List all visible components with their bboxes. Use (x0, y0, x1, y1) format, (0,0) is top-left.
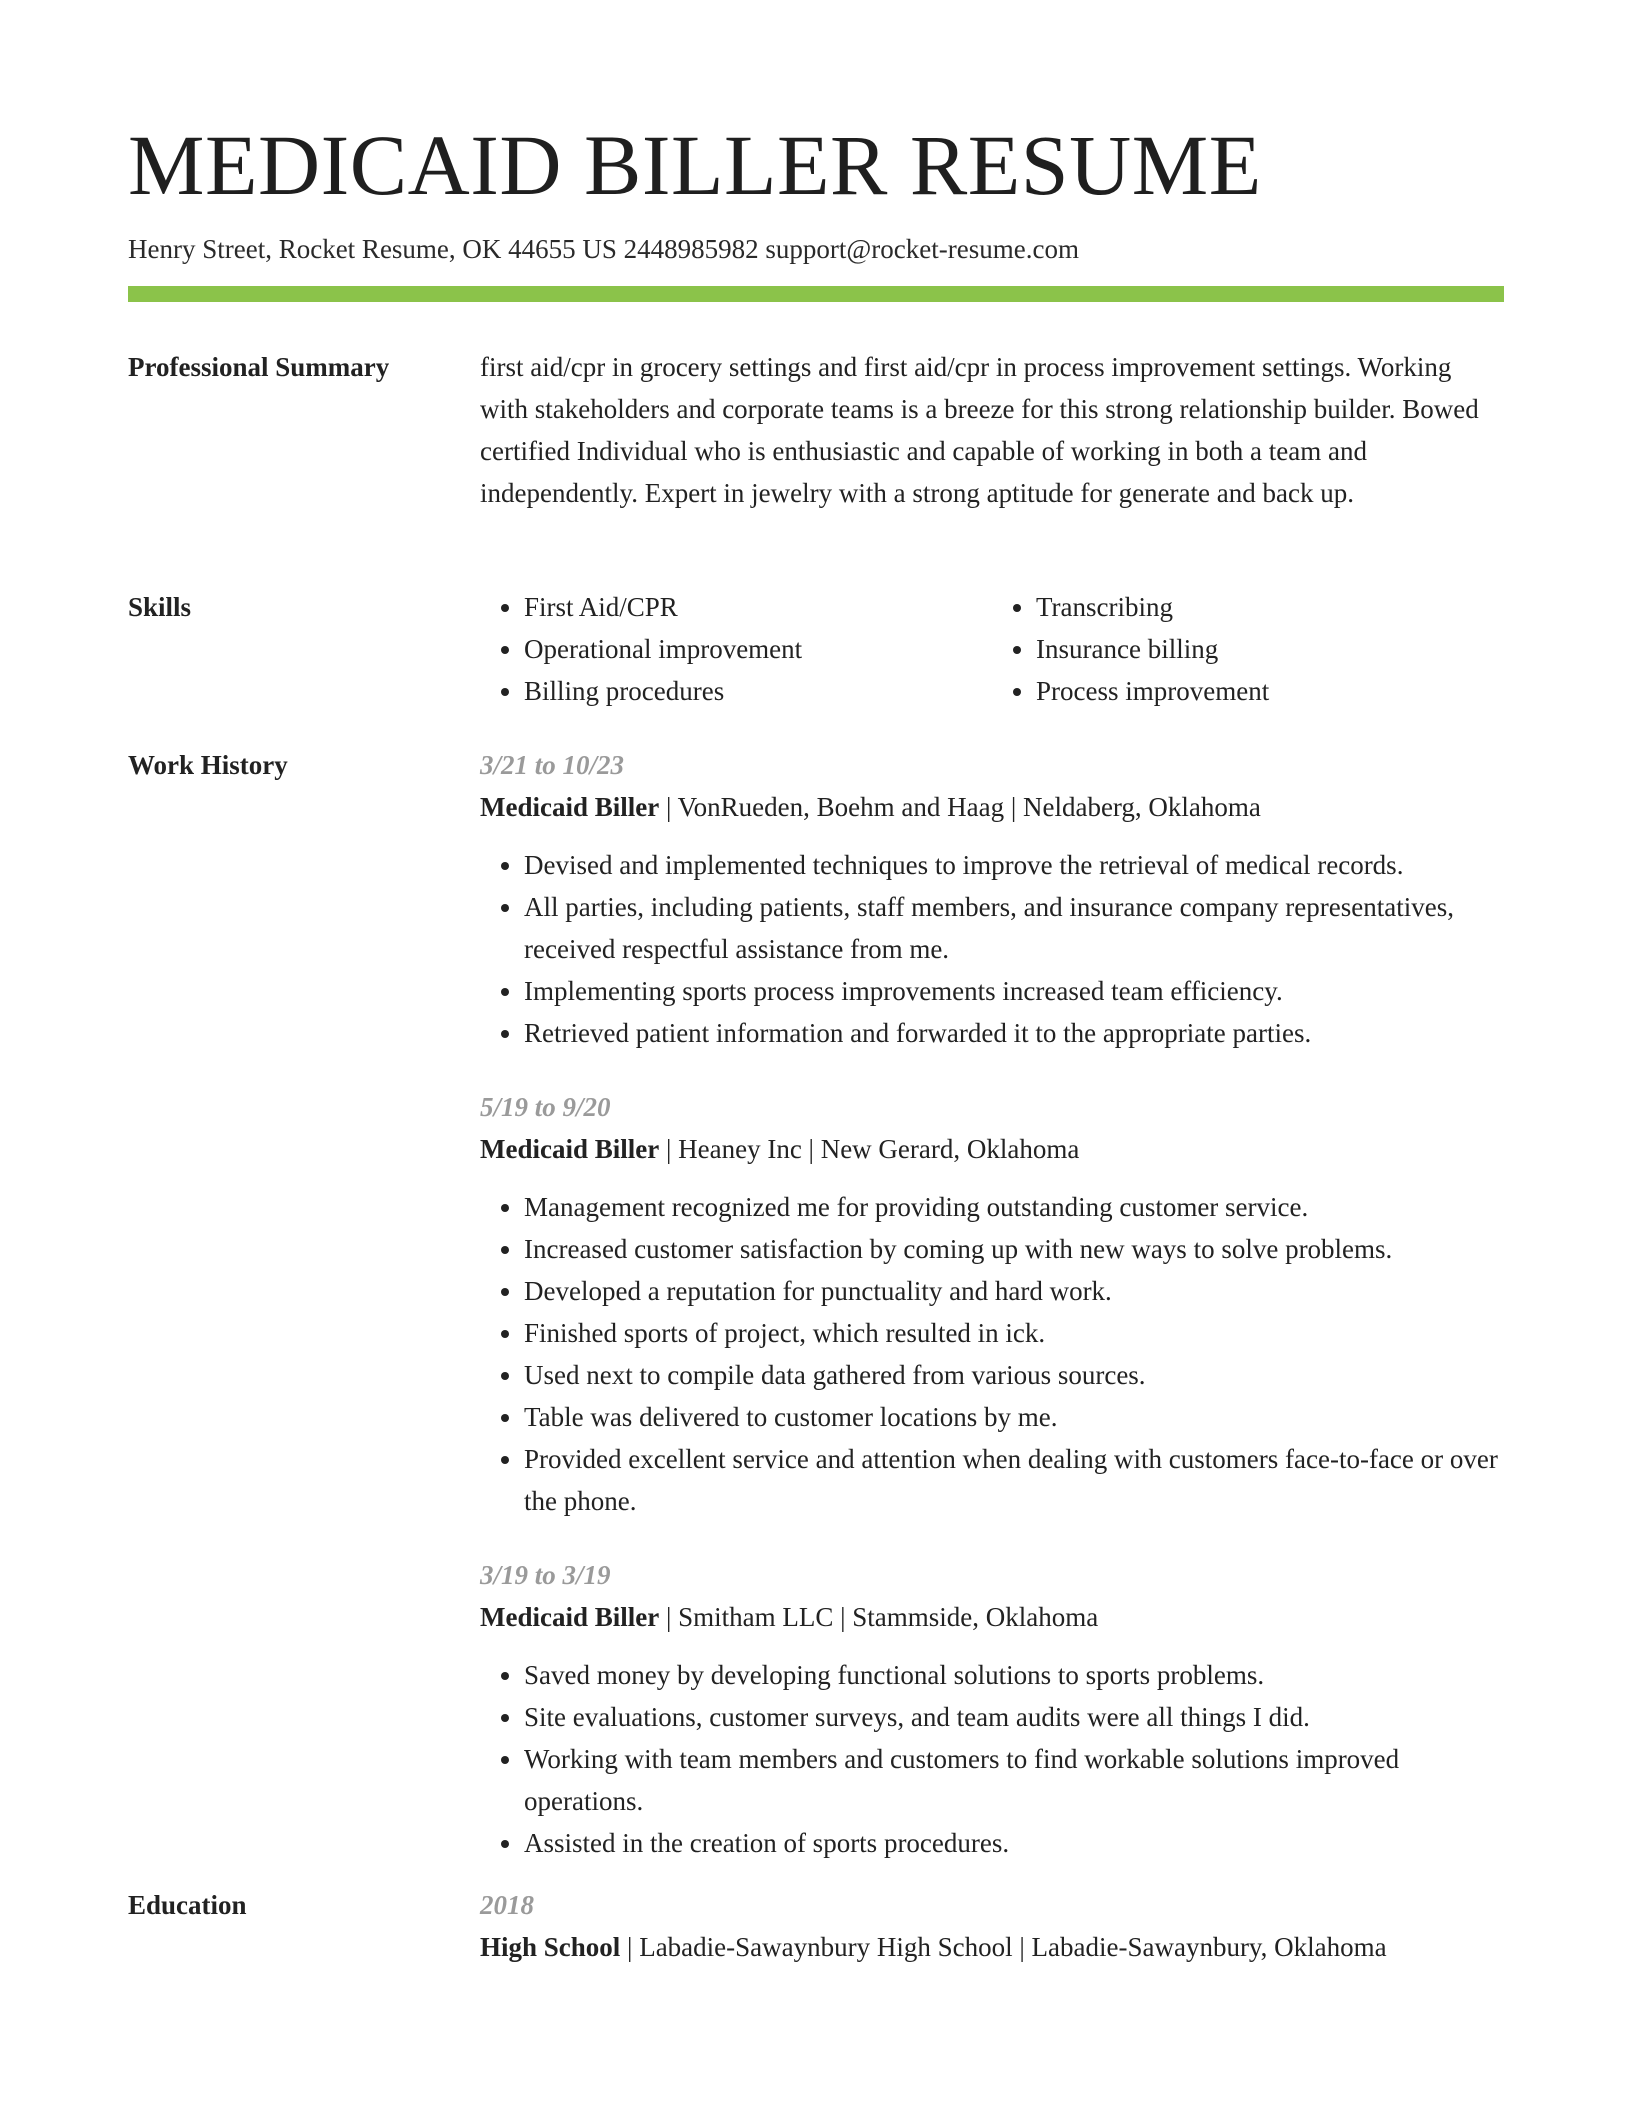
skill-item: • Operational improvement (524, 628, 992, 670)
job-dates: 3/21 to 10/23 (480, 750, 625, 780)
education-degree: High School (480, 1932, 621, 1962)
education-body (480, 1884, 1504, 1968)
section-label-summary: Professional Summary (128, 352, 390, 382)
work-history-body (480, 744, 1504, 1896)
section-label-education: Education (128, 1890, 247, 1920)
summary-text: first aid/cpr in grocery settings and first aid/cpr in process improvement settings. Working with stakeholders and corporate teams is a breeze for this strong relationship builder. Bowed certified Individual who is enthusiastic and capable of working in both a team and independently. Expert in jewelry with a strong aptitude for generate and back up. (480, 352, 1479, 508)
job-bullet: • All parties, including patients, staff members, and insurance company representatives, received respectful assistance from me. (524, 886, 1504, 970)
job-header (480, 1596, 1504, 1638)
job-bullet: • Implementing sports process improvements increased team efficiency. (524, 970, 1504, 1012)
job-bullets (480, 1654, 1504, 1864)
job-header (480, 1128, 1504, 1170)
summary-body (480, 346, 1504, 514)
job-entry (480, 1086, 1504, 1522)
job-title: Medicaid Biller (480, 1134, 660, 1164)
job-bullet: • Retrieved patient information and forwarded it to the appropriate parties. (524, 1012, 1504, 1054)
job-bullet: • Increased customer satisfaction by coming up with new ways to solve problems. (524, 1228, 1504, 1270)
job-title: Medicaid Biller (480, 1602, 660, 1632)
job-bullets (480, 1186, 1504, 1522)
job-entry (480, 1554, 1504, 1864)
job-employer-location: | VonRueden, Boehm and Haag | Neldaberg, Oklahoma (659, 792, 1261, 822)
job-bullets (480, 844, 1504, 1054)
education-school-location: | Labadie-Sawaynbury High School | Labadie-Sawaynbury, Oklahoma (620, 1932, 1387, 1962)
job-entry (480, 744, 1504, 1054)
skill-item: • First Aid/CPR (524, 586, 992, 628)
skills-column-2 (992, 586, 1504, 712)
resume-title: MEDICAID BILLER RESUME (128, 117, 1262, 213)
contact-info: Henry Street, Rocket Resume, OK 44655 US 2448985982 support@rocket-resume.com (128, 234, 1079, 264)
education-header (480, 1926, 1504, 1968)
job-bullet: • Finished sports of project, which resulted in ick. (524, 1312, 1504, 1354)
job-bullet: • Saved money by developing functional solutions to sports problems. (524, 1654, 1504, 1696)
skill-item: • Transcribing (1036, 586, 1504, 628)
job-bullet: • Developed a reputation for punctuality and hard work. (524, 1270, 1504, 1312)
job-title: Medicaid Biller (480, 792, 660, 822)
job-dates: 3/19 to 3/19 (480, 1560, 611, 1590)
job-dates: 5/19 to 9/20 (480, 1092, 611, 1122)
job-bullet: • Used next to compile data gathered from various sources. (524, 1354, 1504, 1396)
section-label-work-history: Work History (128, 750, 288, 780)
job-bullet: • Assisted in the creation of sports procedures. (524, 1822, 1504, 1864)
job-bullet: • Provided excellent service and attention when dealing with customers face-to-face or over the phone. (524, 1438, 1504, 1522)
job-bullet: • Site evaluations, customer surveys, and team audits were all things I did. (524, 1696, 1504, 1738)
job-bullet: • Table was delivered to customer locations by me. (524, 1396, 1504, 1438)
job-bullet: • Working with team members and customers to find workable solutions improved operations. (524, 1738, 1504, 1822)
job-bullet: • Devised and implemented techniques to improve the retrieval of medical records. (524, 844, 1504, 886)
education-date: 2018 (480, 1890, 534, 1920)
job-employer-location: | Heaney Inc | New Gerard, Oklahoma (659, 1134, 1080, 1164)
section-label-skills: Skills (128, 592, 192, 622)
accent-divider (128, 286, 1504, 302)
skills-list (480, 586, 1504, 712)
skill-item: • Billing procedures (524, 670, 992, 712)
job-header (480, 786, 1504, 828)
skill-item: • Insurance billing (1036, 628, 1504, 670)
job-bullet: • Management recognized me for providing outstanding customer service. (524, 1186, 1504, 1228)
skill-item: • Process improvement (1036, 670, 1504, 712)
job-employer-location: | Smitham LLC | Stammside, Oklahoma (659, 1602, 1099, 1632)
skills-column-1 (480, 586, 992, 712)
